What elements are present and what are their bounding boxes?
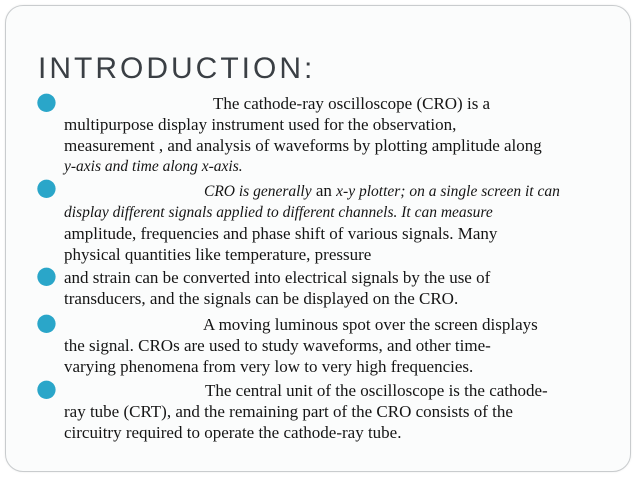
bullet-5-line-2: ray tube (CRT), and the remaining part of the CRO consists of the [64, 402, 513, 421]
bullet-2-line-1: CRO is generally an x-y plotter; on a single screen it can [204, 181, 560, 200]
bullet-1-line-1: The cathode-ray oscilloscope (CRO) is a [213, 94, 491, 113]
bullet-5-line-1: The central unit of the oscilloscope is the cathode- [205, 381, 548, 400]
bullet-1-line-4: y-axis and time along x-axis. [64, 158, 243, 175]
bullet-1-line-3: measurement , and analysis of waveforms by plotting amplitude along [64, 136, 542, 155]
bullet-icon: ● [36, 308, 57, 336]
bullet-2-line-2: display different signals applied to different channels. It can measure [64, 204, 493, 221]
bullet-5-line-3: circuitry required to operate the cathode-ray tube. [64, 423, 402, 442]
slide-title: INTRODUCTION: [38, 52, 316, 85]
bullet-icon: ● [36, 261, 57, 289]
bullet-icon: ● [36, 374, 57, 402]
bullet-3-line-2: transducers, and the signals can be displayed on the CRO. [64, 289, 459, 308]
bullet-1-line-2: multipurpose display instrument used for the observation, [64, 115, 457, 134]
bullet-4-line-1: A moving luminous spot over the screen displays [203, 315, 538, 334]
bullet-2-line-4: physical quantities like temperature, pressure [64, 245, 372, 264]
bullet-2-line-3: amplitude, frequencies and phase shift of various signals. Many [64, 224, 498, 243]
bullet-3-line-1: and strain can be converted into electrical signals by the use of [64, 268, 491, 287]
bullet-4-line-2: the signal. CROs are used to study waveforms, and other time- [64, 336, 491, 355]
bullet-icon: ● [36, 173, 57, 201]
bullet-icon: ● [36, 87, 57, 115]
bullet-4-line-3: varying phenomena from very low to very high frequencies. [64, 357, 474, 376]
